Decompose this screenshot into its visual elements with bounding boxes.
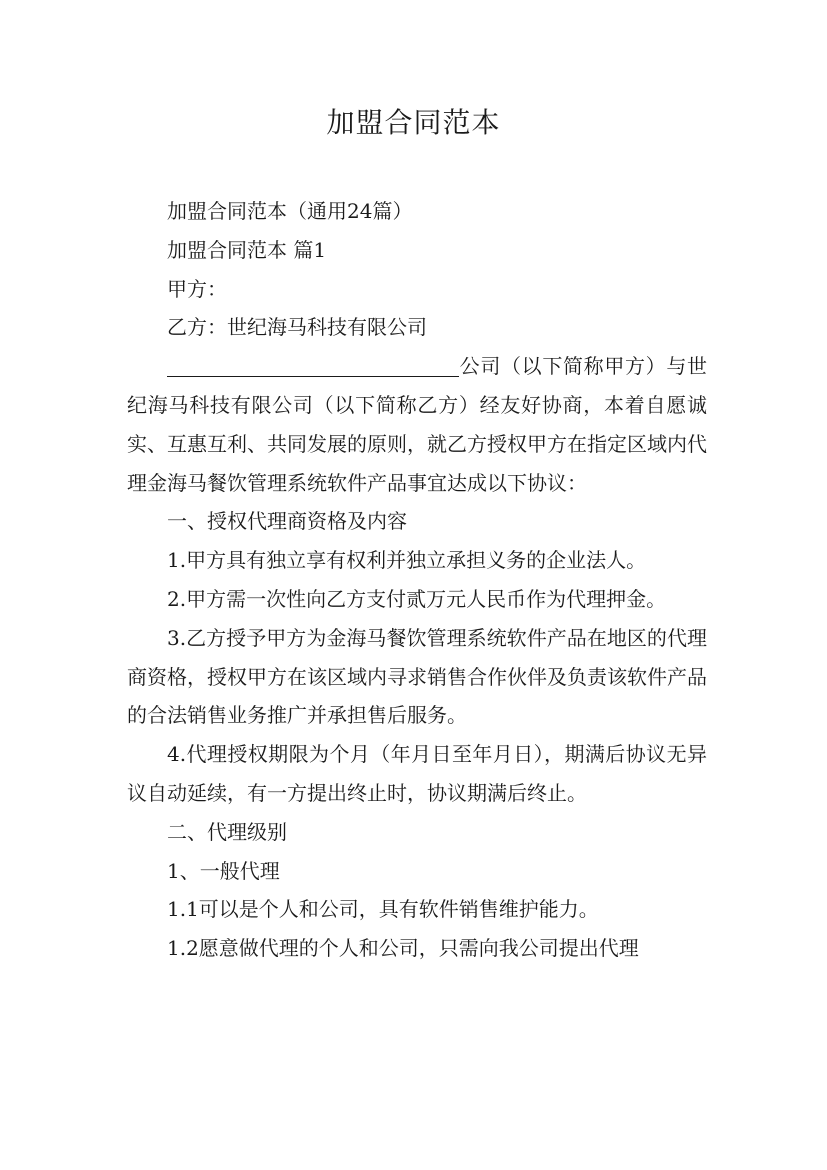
clause-2-1-1: 1.1可以是个人和公司，具有软件销售维护能力。	[167, 897, 599, 922]
company-name-blank	[167, 352, 459, 377]
section-heading: 加盟合同范本 篇1	[167, 237, 327, 262]
clause-1-1: 1.甲方具有独立享有权利并独立承担义务的企业法人。	[167, 548, 647, 573]
party-b-line: 乙方：世纪海马科技有限公司	[167, 315, 427, 340]
clause-1-2: 2.甲方需一次性向乙方支付贰万元人民币作为代理押金。	[167, 586, 667, 611]
clause-1-3: 3.乙方授予甲方为金海马餐饮管理系统软件产品在地区的代理商资格，授权甲方在该区域内寻求销售合作伙伴及负责该软件产品的合法销售业务推广并承担售后服务。	[127, 625, 707, 728]
clause-heading-1: 一、授权代理商资格及内容	[167, 509, 407, 534]
clause-1-4: 4.代理授权期限为个月（年月日至年月日），期满后协议无异议自动延续，有一方提出终止时，协议期满后终止。	[127, 742, 707, 805]
clause-2-1: 1、一般代理	[167, 858, 280, 883]
document-title: 加盟合同范本	[326, 106, 501, 139]
intro-paragraph-text: 公司（以下简称甲方）与世纪海马科技有限公司（以下简称乙方）经友好协商，本着自愿诚实、互惠互利、共同发展的原则，就乙方授权甲方在指定区域内代理金海马餐饮管理系统软件产品事宜达成以下协议：	[127, 354, 707, 495]
clause-2-1-2: 1.2愿意做代理的个人和公司，只需向我公司提出代理	[167, 936, 639, 961]
clause-heading-2: 二、代理级别	[167, 819, 287, 844]
party-a-line: 甲方：	[167, 276, 227, 301]
intro-paragraph	[127, 347, 707, 502]
subtitle-paragraph: 加盟合同范本（通用24篇）	[167, 199, 413, 223]
document-body	[127, 192, 707, 968]
